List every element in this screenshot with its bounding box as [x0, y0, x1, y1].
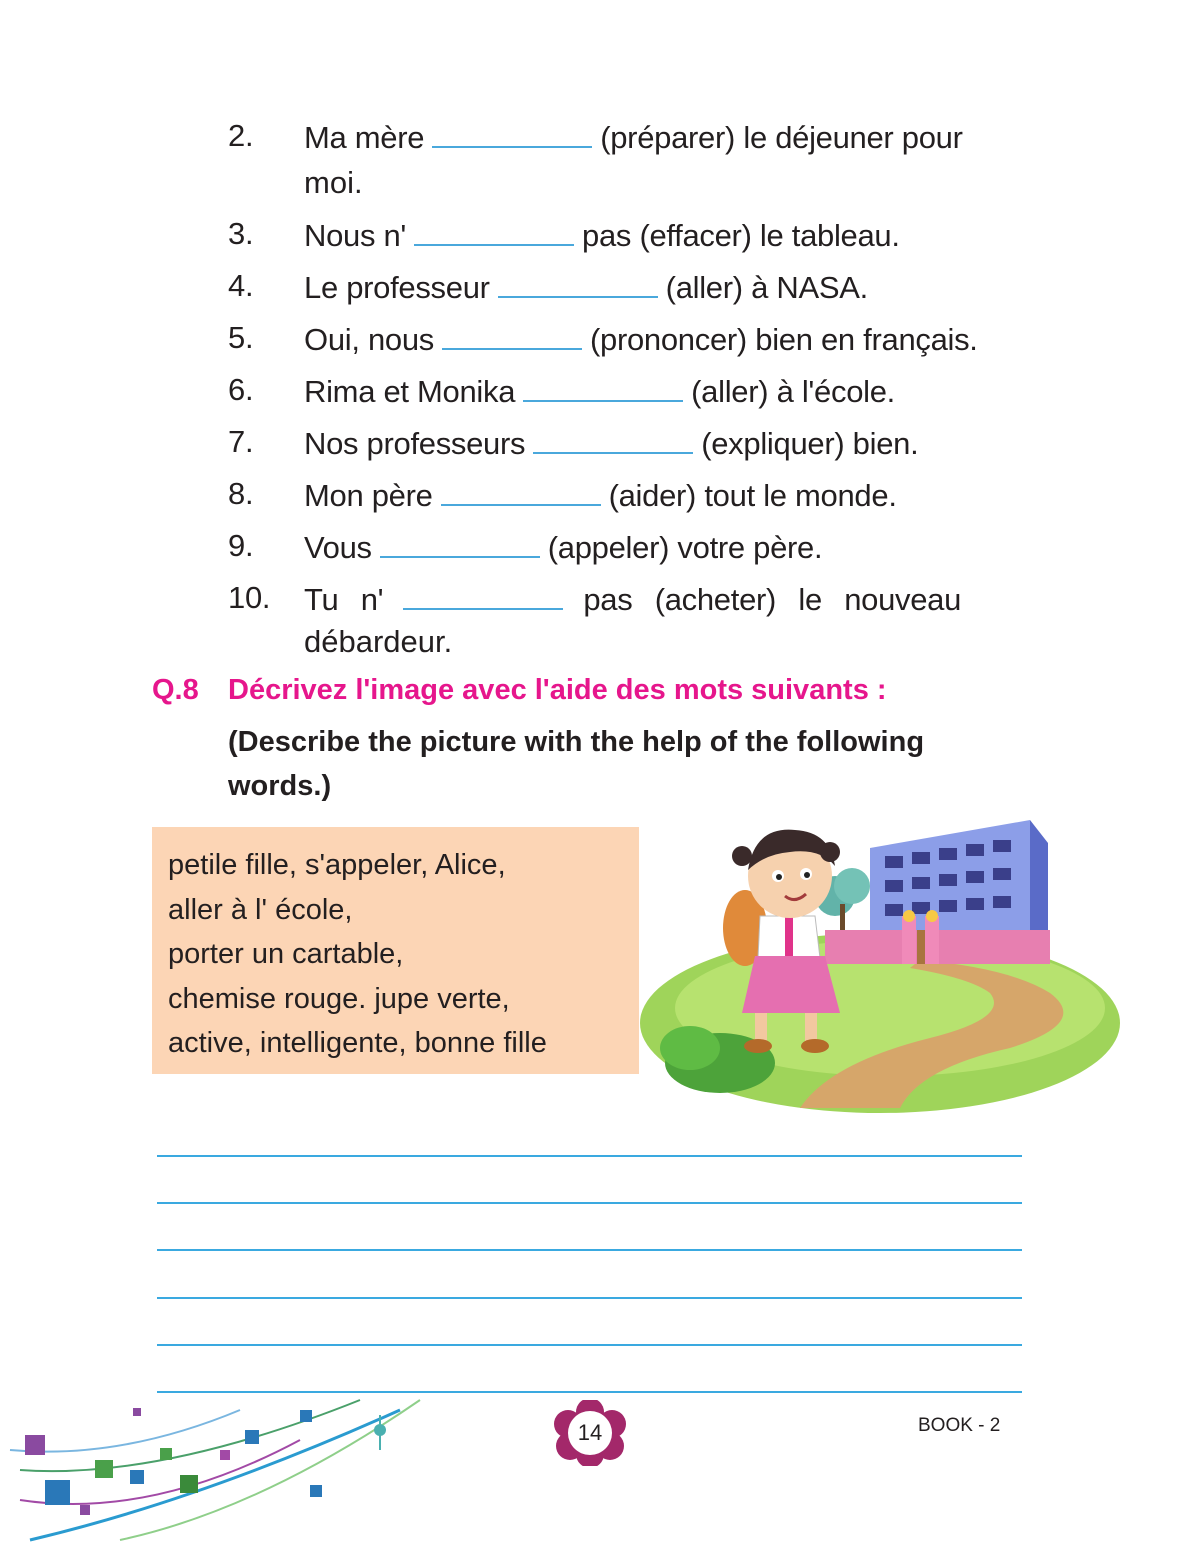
- book-label: BOOK - 2: [918, 1415, 1001, 1436]
- answer-line[interactable]: [157, 1297, 1022, 1299]
- school-illustration: [630, 808, 1120, 1113]
- word-box: [152, 827, 639, 1074]
- answer-blank[interactable]: [414, 214, 574, 246]
- item-number: 6.: [228, 372, 254, 407]
- item-number: 3.: [228, 216, 254, 251]
- question-8-heading: [152, 674, 887, 707]
- word-line: active, intelligente, bonne fille: [168, 1027, 547, 1059]
- answer-line[interactable]: [157, 1202, 1022, 1204]
- answer-line[interactable]: [157, 1344, 1022, 1346]
- answer-blank[interactable]: [432, 116, 592, 148]
- item-text-before: Mon père: [304, 478, 433, 513]
- answer-blank[interactable]: [403, 578, 563, 610]
- item-text-after: (expliquer) bien.: [701, 426, 919, 461]
- item-text-after: (prononcer) bien en français.: [590, 322, 978, 357]
- item-continuation: moi.: [304, 165, 363, 200]
- item-text-before: Oui, nous: [304, 322, 434, 357]
- item-text-after: (appeler) votre père.: [547, 530, 823, 565]
- page-number: 14: [577, 1420, 603, 1445]
- item-number: 7.: [228, 424, 254, 459]
- word-line: chemise rouge. jupe verte,: [168, 983, 510, 1015]
- word-line: aller à l' école,: [168, 894, 353, 926]
- answer-blank[interactable]: [523, 370, 683, 402]
- item-text-after: pas (acheter) le nouveau: [583, 582, 962, 617]
- item-text-after: (aller) à NASA.: [665, 270, 868, 305]
- item-text-before: Nous n': [304, 218, 407, 253]
- item-number: 9.: [228, 528, 254, 563]
- answer-blank[interactable]: [442, 318, 582, 350]
- item-text-after: (aller) à l'école.: [691, 374, 895, 409]
- answer-line[interactable]: [157, 1249, 1022, 1251]
- answer-blank[interactable]: [498, 266, 658, 298]
- item-text-before: Tu n': [304, 582, 384, 617]
- footer-decoration: [0, 1390, 430, 1563]
- question-title: Décrivez l'image avec l'aide des mots suivants :: [228, 674, 887, 706]
- item-text-after: (aider) tout le monde.: [608, 478, 897, 513]
- question-subtitle: (Describe the picture with the help of the following words.): [228, 726, 925, 802]
- item-text-after: (préparer) le déjeuner pour: [600, 120, 963, 155]
- item-number: 8.: [228, 476, 254, 511]
- item-number: 5.: [228, 320, 254, 355]
- item-text-before: Vous: [304, 530, 372, 565]
- word-line: petile fille, s'appeler, Alice,: [168, 849, 506, 881]
- answer-blank[interactable]: [380, 526, 540, 558]
- item-text-before: Nos professeurs: [304, 426, 526, 461]
- item-number: 4.: [228, 268, 254, 303]
- item-continuation: débardeur.: [304, 624, 453, 659]
- answer-blank[interactable]: [533, 422, 693, 454]
- item-text-before: Rima et Monika: [304, 374, 516, 409]
- answer-blank[interactable]: [441, 474, 601, 506]
- item-text-before: Le professeur: [304, 270, 490, 305]
- question-number: Q.8: [152, 674, 199, 706]
- item-text-after: pas (effacer) le tableau.: [582, 218, 900, 253]
- answer-line[interactable]: [157, 1155, 1022, 1157]
- item-text-before: Ma mère: [304, 120, 425, 155]
- item-number: 2.: [228, 118, 254, 153]
- item-number: 10.: [228, 580, 271, 615]
- word-line: porter un cartable,: [168, 938, 404, 970]
